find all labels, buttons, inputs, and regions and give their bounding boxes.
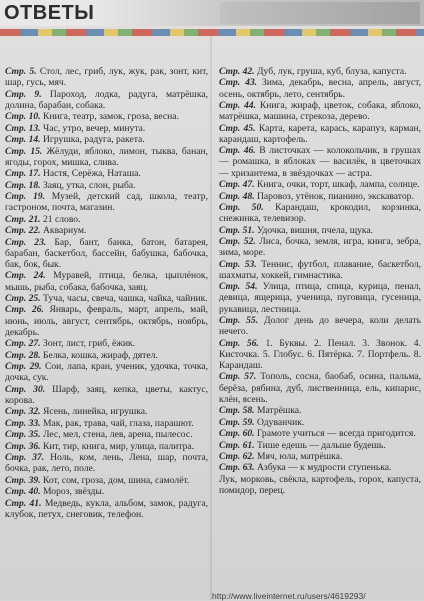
answer-text: Книга, театр, замок, гроза, весна. <box>40 111 179 123</box>
answer-text: Зима, декабрь, весна, апрель, август, осень, октябрь, лето, сентябрь. <box>219 77 421 100</box>
page-number-label: Стр. 18. <box>5 179 41 191</box>
page-number-label: Стр. 51. <box>219 224 255 236</box>
page-number-label: Стр. 42. <box>219 66 255 77</box>
answer-entry <box>5 406 208 417</box>
page-number-label: Стр. 27. <box>5 338 41 350</box>
answer-text: Лук, морковь, свёкла, картофель, горох, капуста, помидор, перец. <box>219 473 421 497</box>
page-number-label: Стр. 58. <box>219 405 255 417</box>
answer-text: Мяч, юла, матрёшка. <box>254 450 343 462</box>
answer-entry <box>5 498 208 520</box>
page-number-label: Стр. 22. <box>5 225 41 237</box>
answer-entry <box>219 428 421 439</box>
page-number-label: Стр. 47. <box>219 179 255 191</box>
answer-entry <box>219 66 421 77</box>
answer-text: Музей, детский сад, школа, театр, гастроном, почта, магазин. <box>5 191 208 214</box>
answer-text: Стол, лес, гриб, лук, жук, рак, зонт, кит, шар, гусь, мяч. <box>5 66 208 89</box>
page-number-label: Стр. 29. <box>5 361 42 373</box>
answer-text: Настя, Серёжа, Наташа. <box>40 168 141 180</box>
page-number-label: Стр. 40. <box>5 486 41 498</box>
answer-entry <box>5 237 208 270</box>
page-number-label: Стр. 15. <box>5 145 43 157</box>
answer-entry <box>5 441 208 452</box>
page-number-label: Стр. 13. <box>5 122 41 134</box>
page-number-label: Стр. 37. <box>5 452 45 464</box>
page-number-label: Стр. 55. <box>219 315 259 326</box>
answer-entry <box>219 315 421 337</box>
answer-entry <box>219 451 421 462</box>
answer-entry <box>5 384 208 406</box>
answer-entry <box>5 270 208 292</box>
decorative-color-stripe <box>0 29 424 36</box>
answer-entry <box>219 225 421 236</box>
answer-text: Белка, кошка, жираф, дятел. <box>40 349 158 361</box>
page-number-label: Стр. 33. <box>5 417 41 429</box>
answer-entry <box>5 475 208 486</box>
answer-text: Одуванчик. <box>254 416 305 428</box>
answer-text: Заяц, утка, слон, рыба. <box>40 179 136 191</box>
answer-entry <box>219 202 421 224</box>
answer-entry <box>219 123 421 145</box>
answer-text: Муравей, птица, белка, цыплёнок, мышь, рыба, собака, бабочка, заяц. <box>5 270 208 293</box>
page-number-label: Стр. 10. <box>5 111 41 123</box>
header-bar <box>0 0 424 26</box>
answer-text: Ясень, линейка, игрушка. <box>40 406 148 418</box>
answer-entry <box>5 486 208 497</box>
answer-text: Грамоте учиться — всегда пригодится. <box>254 428 416 440</box>
page-number-label: Стр. 60. <box>219 428 255 440</box>
page-fold-shadow <box>210 36 212 600</box>
answer-entry <box>5 191 208 213</box>
answer-entry <box>219 281 421 314</box>
answer-entry <box>219 338 421 371</box>
answer-text: Матрёшка. <box>254 405 302 417</box>
answer-text: Аквариум. <box>40 225 87 237</box>
page-number-label: Стр. 9. <box>5 88 42 100</box>
answer-text: Книга, жираф, цветок, собака, яблоко, матрёшка, машина, стрекоза, дерево. <box>219 100 421 123</box>
page-number-label: Стр. 43. <box>219 77 258 89</box>
answer-text: Час, утро, вечер, минута. <box>40 122 146 134</box>
answer-text: 21 слово. <box>40 213 81 225</box>
page-number-label: Стр. 46. <box>219 145 256 157</box>
answer-entry <box>219 405 421 416</box>
answer-text: Пароход, лодка, радуга, матрёшка, долина, барабан, собака. <box>5 88 208 111</box>
page-number-label: Стр. 24. <box>5 270 46 282</box>
answer-entry <box>219 179 421 190</box>
answer-text: Карандаш, крокодил, корзинка, снежинка, телевизор. <box>219 201 421 225</box>
answer-entry <box>5 304 208 337</box>
answer-entry <box>219 191 421 202</box>
page-number-label: Стр. 39. <box>5 474 41 486</box>
answer-text: Зонт, лист, гриб, ёжик. <box>40 338 136 350</box>
answer-text: Ноль, ком, лень, Лена, шар, почта, бочка, рак, лето, поле. <box>5 452 208 475</box>
answer-entry <box>5 429 208 440</box>
answer-text: Теннис, футбол, плавание, баскетбол, шахматы, хоккей, гимнастика. <box>219 258 421 281</box>
answer-text: Бар, бант, банка, батон, батарея, барабан, баскетбол, бассейн, бабушка, бабочка, бак, бок, бык. <box>5 236 208 270</box>
answer-entry <box>219 77 421 99</box>
answer-text: Карта, карета, карась, карапуз, карман, карандаш, картофель. <box>219 122 421 145</box>
answer-text: 1. Буквы. 2. Пенал. 3. Звонок. 4. Кисточка. 5. Глобус. 6. Пятёрка. 7. Портфель. 8. Карандаш. <box>219 337 421 371</box>
answer-text: Улица, птица, спица, курица, пенал, девица, ящерица, ученица, пуговица, гусеница, рукавица, лестница. <box>219 281 421 315</box>
answer-entry <box>5 168 208 179</box>
answers-column-right <box>219 66 421 496</box>
page-number-label: Стр. 5. <box>5 66 37 77</box>
page-number-label: Стр. 50. <box>219 201 264 213</box>
answer-entry <box>5 180 208 191</box>
page-number-label: Стр. 48. <box>219 190 255 202</box>
answer-entry <box>5 338 208 349</box>
page-number-label: Стр. 59. <box>219 416 255 428</box>
answer-entry <box>219 371 421 404</box>
answer-text: Мак, рак, трава, чай, глаза, парашют. <box>40 417 194 429</box>
answer-text: Лиса, бочка, земля, игра, книга, зебра, зима, море. <box>219 236 421 259</box>
answer-entry <box>5 214 208 225</box>
page-number-label: Стр. 19. <box>5 191 45 203</box>
page-title: ОТВЕТЫ <box>4 2 95 24</box>
page-number-label: Стр. 45. <box>219 122 256 134</box>
page-number-label: Стр. 54. <box>219 281 258 293</box>
answer-text: Азбука — к мудрости ступенька. <box>254 462 392 474</box>
answer-entry <box>219 474 421 496</box>
answer-text: Январь, февраль, март, апрель, май, июнь, июль, август, сентябрь, октябрь, ноябрь, декабрь. <box>5 304 208 338</box>
page-number-label: Стр. 56. <box>219 337 259 349</box>
answer-entry <box>5 146 208 168</box>
answer-text: Долог день до вечера, коли делать нечего. <box>219 315 421 338</box>
page-number-label: Стр. 57. <box>219 371 257 383</box>
answer-entry <box>5 452 208 474</box>
answer-entry <box>5 123 208 134</box>
answer-entry <box>219 145 421 178</box>
page-number-label: Стр. 32. <box>5 406 41 418</box>
header-faded-text-strip <box>220 2 420 24</box>
answer-entry <box>5 293 208 304</box>
answer-entry <box>5 89 208 111</box>
answer-text: Паровоз, утёнок, пианино, экскаватор. <box>254 190 414 202</box>
watermark-url: http://www.liveinternet.ru/users/4619293/ <box>212 591 366 601</box>
page-number-label: Стр. 17. <box>5 168 41 180</box>
answer-entry <box>5 361 208 383</box>
page-number-label: Стр. 62. <box>219 450 255 462</box>
answer-entry <box>219 417 421 428</box>
answer-entry <box>219 462 421 473</box>
page-number-label: Стр. 14. <box>5 134 41 146</box>
answer-text: Игрушка, радуга, ракета. <box>40 134 145 146</box>
page-number-label: Стр. 52. <box>219 236 256 248</box>
answer-text: Сои, лапа, кран, ученик, удочка, точка, дочка, сук. <box>5 361 208 384</box>
answer-entry <box>219 100 421 122</box>
answer-entry <box>5 225 208 236</box>
page-number-label: Стр. 21. <box>5 213 41 225</box>
answer-entry <box>219 236 421 258</box>
answer-text: Мороз, звёзды. <box>40 486 105 498</box>
answer-entry <box>5 134 208 145</box>
answer-text: Книга, очки, торт, шкаф, лампа, солнце. <box>254 179 420 191</box>
answer-text: Шарф, заяц, кепка, цветы, кактус, корова. <box>5 383 208 406</box>
answer-entry <box>219 259 421 281</box>
answer-text: Медведь, кукла, альбом, замок, радуга, клубок, петух, снеговик, телефон. <box>5 497 208 520</box>
page-number-label: Стр. 30. <box>5 383 46 395</box>
page-number-label: Стр. 26. <box>5 304 44 316</box>
answer-text: Дуб, лук, груша, куб, блуза, капуста. <box>254 66 407 77</box>
page-number-label: Стр. 53. <box>219 258 257 270</box>
answer-text: Тише едешь — дальше будешь. <box>254 439 386 451</box>
page-number-label: Стр. 36. <box>5 440 41 452</box>
answer-entry <box>5 350 208 361</box>
page-number-label: Стр. 44. <box>219 100 257 112</box>
answer-text: Кот, сом, гроза, дом, шина, самолёт. <box>40 474 190 486</box>
answer-entry <box>219 440 421 451</box>
page-number-label: Стр. 61. <box>219 439 255 451</box>
answer-text: В листочках — колокольчик, в грушах — ромашка, в яблоках — василёк, в цветочках — хризантема, в звёздочках — астра. <box>219 145 422 179</box>
page-number-label: Стр. 25. <box>5 292 41 304</box>
answer-entry <box>5 418 208 429</box>
answer-text: Лес, мел, стена, лев, арена, пылесос. <box>40 429 193 441</box>
page-number-label: Стр. 35. <box>5 429 41 441</box>
page-number-label: Стр. 28. <box>5 349 41 361</box>
answer-entry <box>5 111 208 122</box>
answer-entry <box>5 66 208 88</box>
page-number-label: Стр. 23. <box>5 236 47 248</box>
answer-text: Тополь, сосна, баобаб, осина, пальма, берёза, рябина, дуб, лиственница, ель, кипарис, клён, ясень. <box>219 371 421 405</box>
page-number-label: Стр. 63. <box>219 462 255 474</box>
answers-column-left <box>5 66 208 520</box>
answer-text: Жёлуди, яблоко, лимон, тыква, банан, ягоды, горох, мишка, слива. <box>5 145 208 168</box>
answer-text: Кит, тир, книга, мир, улица, палитра. <box>40 440 195 452</box>
page-number-label: Стр. 41. <box>5 497 42 509</box>
answer-text: Туча, часы, свеча, чашка, чайка, чайник. <box>40 292 208 304</box>
answer-text: Удочка, вишня, пчела, щука. <box>254 224 374 236</box>
